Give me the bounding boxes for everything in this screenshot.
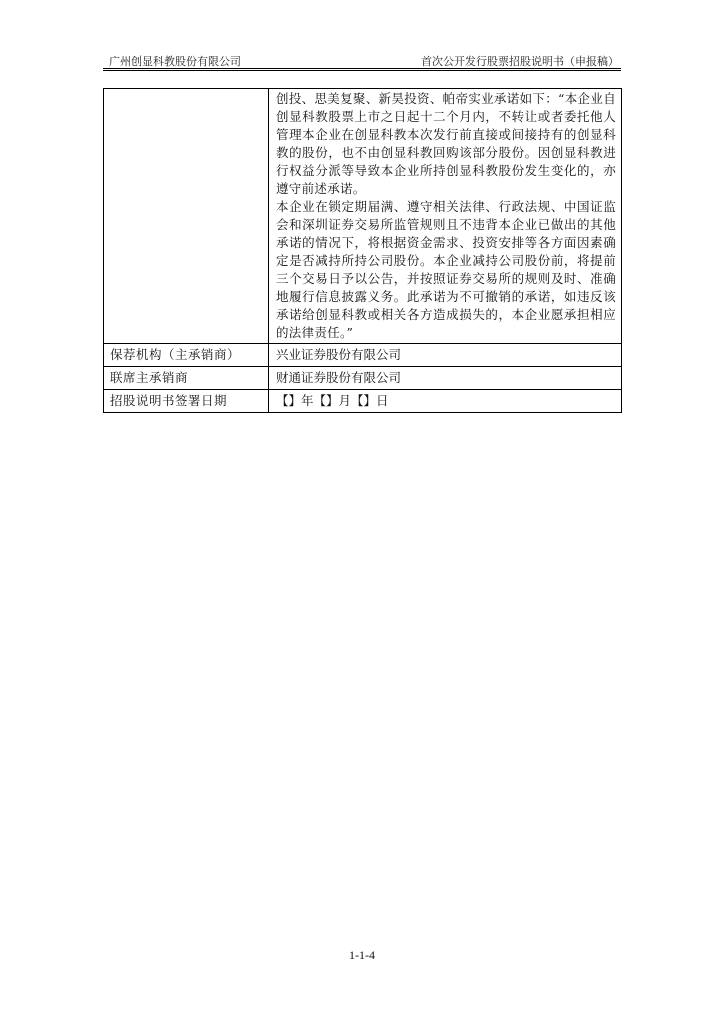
header-company-name: 广州创显科教股份有限公司 bbox=[109, 55, 241, 68]
co-lead-underwriter-value: 财通证券股份有限公司 bbox=[269, 367, 622, 390]
sponsor-label: 保荐机构（主承销商） bbox=[104, 344, 269, 367]
signing-date-value: 【】年【】月【】日 bbox=[269, 390, 622, 413]
header-document-title: 首次公开发行股票招股说明书（申报稿） bbox=[421, 55, 619, 68]
commitment-paragraph-1: 创投、思美复聚、新昊投资、帕帝实业承诺如下：“本企业自创显科教股票上市之日起十二个月内，不转让或者委托他人管理本企业在创显科教本次发行前直接或间接持有的创显科教的股份，也不由创显科教回购该部分股份。因创显科教进行权益分派等导致本企业所持创显科教股份发生变化的，亦遵守前述承诺。 bbox=[276, 91, 616, 196]
table-row-commitment bbox=[104, 89, 622, 344]
commitment-label-cell bbox=[104, 89, 269, 344]
table-row-co-lead-underwriter bbox=[104, 367, 622, 390]
signing-date-label: 招股说明书签署日期 bbox=[104, 390, 269, 413]
table-row-signing-date bbox=[104, 390, 622, 413]
issuance-info-table bbox=[103, 88, 622, 413]
page-number: 1-1-4 bbox=[349, 948, 375, 962]
header-double-rule bbox=[103, 70, 621, 71]
page-header bbox=[103, 48, 621, 69]
sponsor-value: 兴业证券股份有限公司 bbox=[269, 344, 622, 367]
commitment-paragraph-2: 本企业在锁定期届满、遵守相关法律、行政法规、中国证监会和深圳证券交易所监管规则且不违背本企业已做出的其他承诺的情况下，将根据资金需求、投资安排等各方面因素确定是否减持所持公司股份。本企业减持公司股份前，将提前三个交易日予以公告，并按照证券交易所的规则及时、准确地履行信息披露义务。此承诺为不可撤销的承诺，如违反该承诺给创显科教或相关各方造成损失的，本企业愿承担相应的法律责任。” bbox=[276, 199, 616, 340]
commitment-text-cell bbox=[269, 89, 622, 344]
co-lead-underwriter-label: 联席主承销商 bbox=[104, 367, 269, 390]
table-row-sponsor bbox=[104, 344, 622, 367]
